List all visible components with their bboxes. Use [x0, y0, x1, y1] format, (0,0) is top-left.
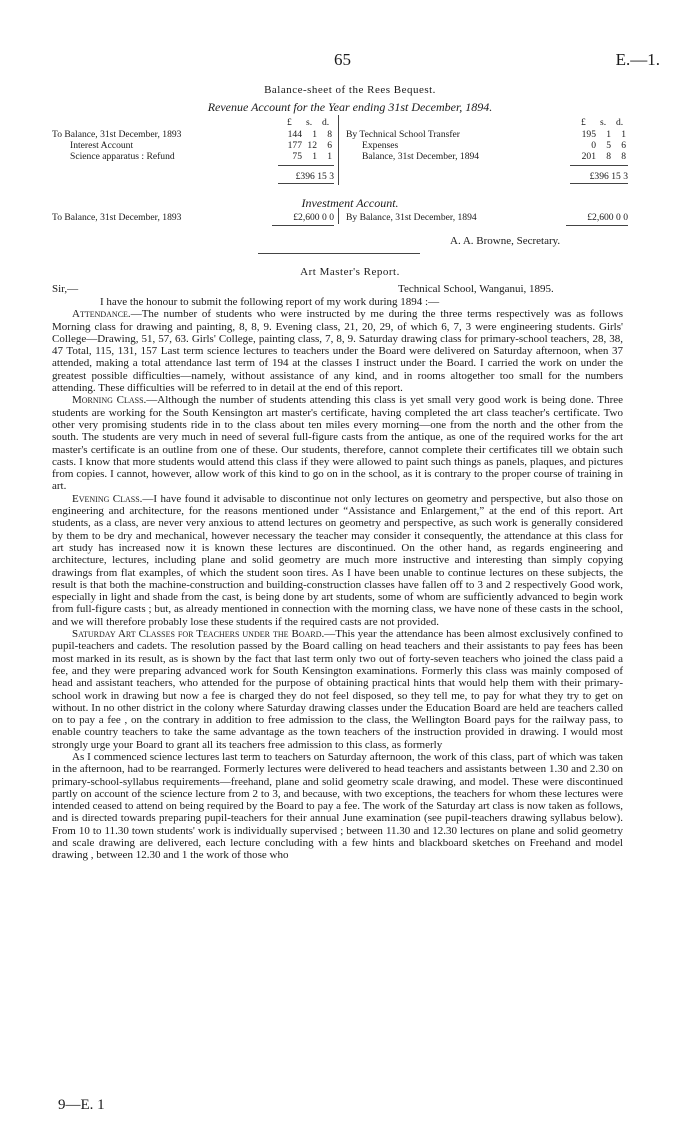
credit-shillings: 5: [606, 140, 611, 151]
debit-shillings: 1: [312, 129, 317, 140]
debit-shillings: 12: [307, 140, 317, 151]
paragraph-heading: Evening Class.: [72, 492, 143, 505]
investment-credit-label: By Balance, 31st December, 1894: [346, 212, 477, 223]
place-date: Technical School, Wanganui, 1895.: [398, 283, 554, 295]
paragraph-text: —I have found it advisable to discontinue not only lectures on geometry and perspective, but also those on engineering and architecture, for the reasons mentioned under “Assistance and Enlargement,” at the end of this report. Art students, as a class, are never very anxious to attend lectures on geometry and perspective, as such work is generally considered by them to be dry and mechanical, however necessary the teacher may consider it consequently, the attendance at this class for art study has increased now it is known these lectures are discontinued. On the other hand, as regards engineering and architecture, lectures, including plane and solid geometry are much more instructive and interesting than simply copying drawings from flat examples, of which the student soon tires. As I have been unable to continue lectures on these subjects, the result is that both the machine-construction and building-construction classes have fallen off to 3 and 2 respectively Good work, especially in light and shade from the cast, is being done by art students, some of whom are sufficiently advanced to begin work from full-figure casts ; but, as already mentioned in connection with the morning class, we have none of these casts in the school, and we will therefore probably lose these students if the required casts are not provided.: [52, 492, 623, 628]
credit-pence-header: d.: [616, 117, 624, 128]
debit-pence-header: d.: [322, 117, 330, 128]
credit-shillings-header: s.: [600, 117, 607, 128]
credit-total: £396 15 3: [589, 171, 628, 182]
debit-total-underline: [278, 183, 334, 184]
credit-pence: 1: [621, 129, 626, 140]
debit-shillings: 1: [312, 151, 317, 162]
page-number: 65: [334, 50, 351, 69]
paragraph-heading: Attendance.: [72, 308, 131, 321]
investment-credit-amount: £2,600 0 0: [587, 212, 628, 223]
credit-pence: 8: [621, 151, 626, 162]
debit-pounds: 144: [287, 129, 302, 140]
section-separator: [258, 253, 420, 254]
paragraph-morning-class: [52, 394, 623, 492]
paragraph-evening-class: [52, 493, 623, 628]
credit-shillings: 1: [606, 129, 611, 140]
paragraph-text: —Although the number of students attending this class is yet small very good work is being done. Three students are working for the South Kensington art master's certificate, having completed the art class teacher's certificate. Two other very promising students ride in to the class about ten miles every morning—one from the north and the other from the south. The students are very much in need of several full-figure casts from the antique, as one of the required works for the art master's certificate is an outline from one of these. Our students, therefore, cannot complete their certificates till we obtain such casts. I know that more students would attend this class if they were allowed to paint such things as panels, plaques, and pictures from copies. I cannot, however, allow work of this kind to go on in the school, as it is contrary to the proper course of training in art.: [52, 394, 623, 493]
credit-pounds: 195: [581, 129, 596, 140]
investment-divider: [338, 208, 339, 224]
credit-total-rule: [570, 165, 628, 166]
credit-pounds: 0: [591, 140, 596, 151]
debit-total: £396 15 3: [295, 171, 334, 182]
report-title: Art Master's Report.: [300, 266, 400, 278]
investment-debit-label: To Balance, 31st December, 1893: [52, 212, 182, 223]
credit-pence: 6: [621, 140, 626, 151]
report-body: [52, 296, 623, 862]
investment-debit-underline: [272, 225, 334, 226]
debit-label: Interest Account: [70, 140, 134, 151]
paragraph-text: —The number of students who were instructed by me during the three terms respectively was as follows Morning class for drawing and painting, 8, 8, 9. Evening class, 21, 20, 29, of which 6, 7, 3 were engineering students. Girls' College—Drawing, 51, 57, 63. Girls' College, painting class, 7, 8, 9. Saturday drawing class for primary-school teachers, 28, 38, 47 Total, 115, 131, 157 Last term science lectures to teachers under the Board were delivered on Saturday afternoon, when 37 attended, making a total attendance last term of 194 at the classes I instruct under the Board. I carried the work on under the greatest possible difficulties—namely, without assistance of any kind, and in rooms altogether too small for the numbers attending. These difficulties will be referred to in detail at the end of this report.: [52, 308, 623, 395]
debit-pence: 1: [327, 151, 332, 162]
credit-total-underline: [570, 183, 628, 184]
investment-debit-amount: £2,600 0 0: [293, 212, 334, 223]
investment-credit-underline: [566, 225, 628, 226]
debit-shillings-header: s.: [306, 117, 313, 128]
credit-label: Expenses: [362, 140, 399, 151]
secretary-signature: A. A. Browne, Secretary.: [450, 235, 561, 247]
paragraph-text: —This year the attendance has been almost exclusively confined to pupil-teachers and cadets. The resolution passed by the Board calling on head teachers and their assistants to pay fees has been most marked in its result, as is shown by the fact that last term only two out of forty-seven teachers who joined the class paid a fee, and they were preparing advanced work for South Kensington examinations. Formerly this class was mainly composed of head and assistant teachers, who attended for the purpose of obtaining practical hints that would help them with their primary-school work in drawing but now a fee is charged they do not feel disposed, so they tell me, to pay for what they try to get on without. In no other district in the colony where Saturday drawing classes under the Education Board are held are teachers called on to pay a fee , on the contrary in addition to free admission to the class, the Wellington Board pays for the railway pass, to enable country teachers to take the same advantage as the town teachers of the instruction provided in drawing. I would most strongly urge your Board to grant all its teachers free admission to this class, as formerly: [52, 628, 623, 751]
footer-signature-mark: 9—E. 1: [58, 1097, 105, 1113]
document-code: E.—1.: [615, 50, 660, 69]
balance-sheet-subtitle: Revenue Account for the Year ending 31st December, 1894.: [207, 100, 493, 114]
credit-label: Balance, 31st December, 1894: [362, 151, 480, 162]
debit-label: Science apparatus : Refund: [70, 151, 175, 162]
paragraph-heading: Saturday Art Classes for Teachers under the Board.: [72, 628, 325, 641]
salutation: Sir,—: [52, 283, 79, 295]
paragraph-heading: Morning Class.: [72, 394, 147, 407]
paragraph-text: As I commenced science lectures last term to teachers on Saturday afternoon, the work of this class, part of which was taken in the afternoon, had to be rearranged. Formerly lectures were delivered to head teachers and assistants between 1.30 and 2.30 on primary-school-syllabus requirements—freehand, plane and solid geometry scale drawing, and model. These were discontinued partly on account of the science lecture from 2 to 3, and because, with two exceptions, the teachers for whom these lectures were intended ceased to attend on being required by the Board to pay a fee. The work of the Saturday art class is now taken as follows, and is directed towards preparing pupil-teachers for their annual June examination (see pupil-teachers drawing syllabus below). From 10 to 11.30 town students' work is individually supervised ; between 11.30 and 12.30 lectures on plane and solid geometry and scale drawing are delivered, each lecture concluding with a few hints and blackboard sketches on Freehand and model drawing , between 12.30 and 1 the work of those who: [52, 750, 623, 862]
debit-pounds: 177: [287, 140, 302, 151]
debit-pounds-header: £: [287, 117, 292, 128]
report-intro: I have the honour to submit the following report of my work during 1894 :—: [100, 296, 440, 308]
debit-label: To Balance, 31st December, 1893: [52, 129, 182, 140]
investment-account-title: Investment Account.: [301, 196, 399, 210]
debit-pence: 8: [327, 129, 332, 140]
debit-pounds: 75: [292, 151, 302, 162]
paragraph-saturday-classes: [52, 628, 623, 751]
balance-sheet-title: Balance-sheet of the Rees Bequest.: [264, 84, 436, 96]
paragraph-attendance: [52, 308, 623, 394]
debit-pence: 6: [327, 140, 332, 151]
account-divider: [338, 115, 339, 185]
credit-shillings: 8: [606, 151, 611, 162]
credit-pounds-header: £: [581, 117, 586, 128]
credit-label: By Technical School Transfer: [346, 129, 460, 140]
debit-total-rule: [278, 165, 334, 166]
paragraph-science-lectures: [52, 751, 623, 862]
credit-pounds: 201: [581, 151, 596, 162]
